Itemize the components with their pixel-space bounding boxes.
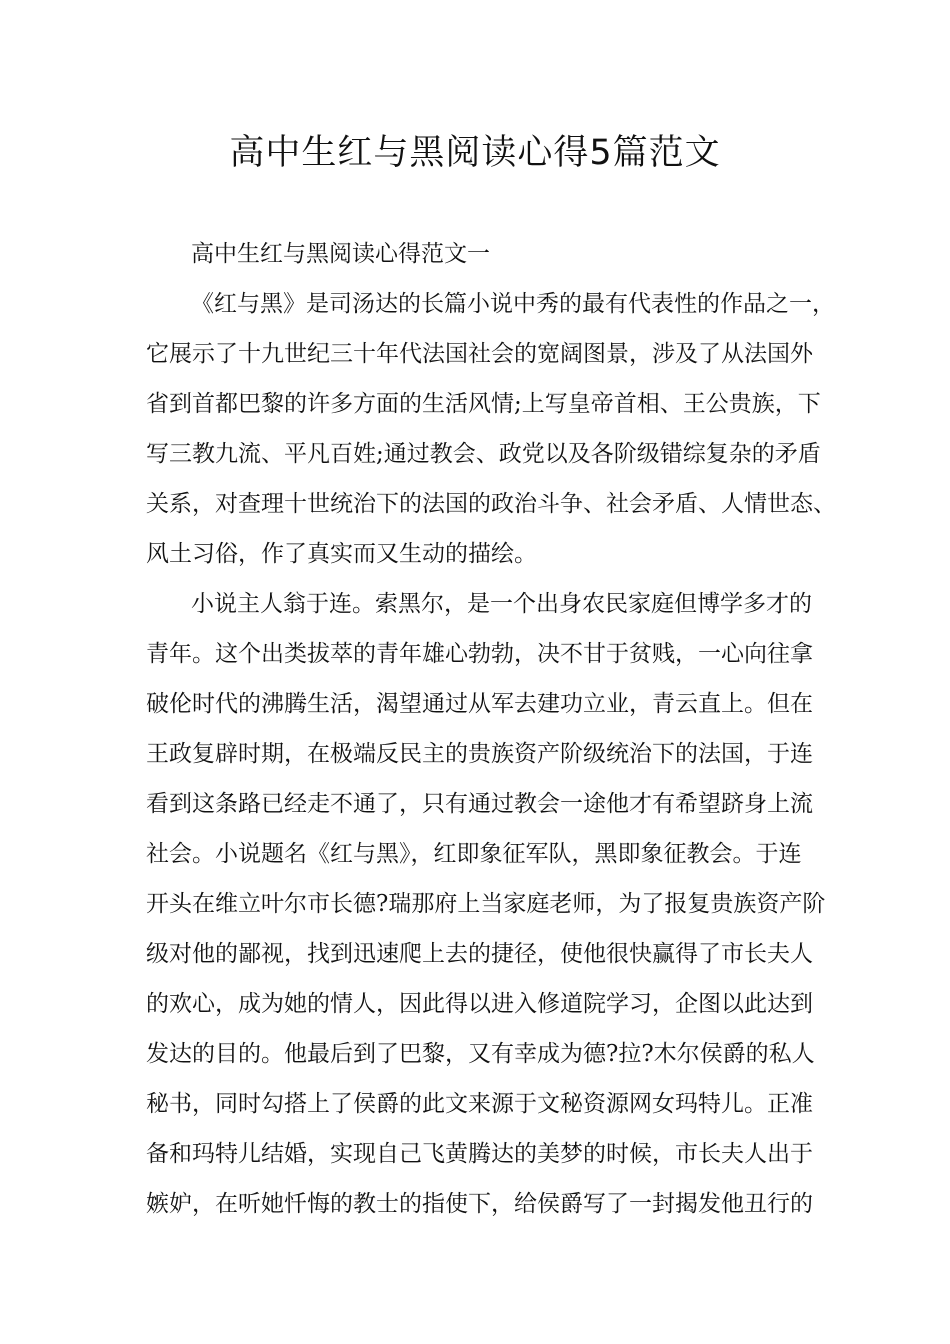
paragraph-line: 《红与黑》是司汤达的长篇小说中秀的最有代表性的作品之一， — [191, 291, 835, 317]
document-body — [146, 229, 836, 1229]
paragraph-line: 开头在维立叶尔市长德?瑞那府上当家庭老师，为了报复贵族资产阶 — [146, 891, 826, 917]
paragraph-line: 小说主人翁于连。索黑尔，是一个出身农民家庭但博学多才的 — [191, 591, 812, 617]
paragraph-line: 王政复辟时期，在极端反民主的贵族资产阶级统治下的法国，于连 — [146, 741, 813, 767]
paragraph-line: 破伦时代的沸腾生活，渴望通过从军去建功立业，青云直上。但在 — [146, 691, 813, 717]
paragraph-line: 它展示了十九世纪三十年代法国社会的宽阔图景，涉及了从法国外 — [146, 341, 813, 367]
paragraph-line: 关系，对查理十世统治下的法国的政治斗争、社会矛盾、人情世态、 — [146, 491, 836, 517]
paragraph-line: 嫉妒，在听她忏悔的教士的指使下，给侯爵写了一封揭发他丑行的 — [146, 1191, 813, 1217]
paragraph-line: 发达的目的。他最后到了巴黎，又有幸成为德?拉?木尔侯爵的私人 — [146, 1041, 815, 1067]
paragraph-line: 青年。这个出类拔萃的青年雄心勃勃，决不甘于贫贱，一心向往拿 — [146, 641, 813, 667]
section-heading: 高中生红与黑阅读心得范文一 — [191, 241, 490, 267]
paragraph-line: 社会。小说题名《红与黑》，红即象征军队，黑即象征教会。于连 — [146, 841, 802, 867]
paragraph-line: 备和玛特儿结婚，实现自己飞黄腾达的美梦的时候，市长夫人出于 — [146, 1141, 813, 1167]
paragraph-line: 风土习俗，作了真实而又生动的描绘。 — [146, 541, 537, 567]
paragraph-line: 省到首都巴黎的许多方面的生活风情;上写皇帝首相、王公贵族，下 — [146, 391, 821, 417]
paragraph-line: 的欢心，成为她的情人，因此得以进入修道院学习，企图以此达到 — [146, 991, 813, 1017]
paragraph-line: 看到这条路已经走不通了，只有通过教会一途他才有希望跻身上流 — [146, 791, 813, 817]
paragraph-line: 级对他的鄙视，找到迅速爬上去的捷径，使他很快赢得了市长夫人 — [146, 941, 813, 967]
paragraph-line: 写三教九流、平凡百姓;通过教会、政党以及各阶级错综复杂的矛盾 — [146, 441, 821, 467]
page-title: 高中生红与黑阅读心得5篇范文 — [229, 133, 721, 173]
paragraph-line: 秘书，同时勾搭上了侯爵的此文来源于文秘资源网女玛特儿。正准 — [146, 1091, 813, 1117]
